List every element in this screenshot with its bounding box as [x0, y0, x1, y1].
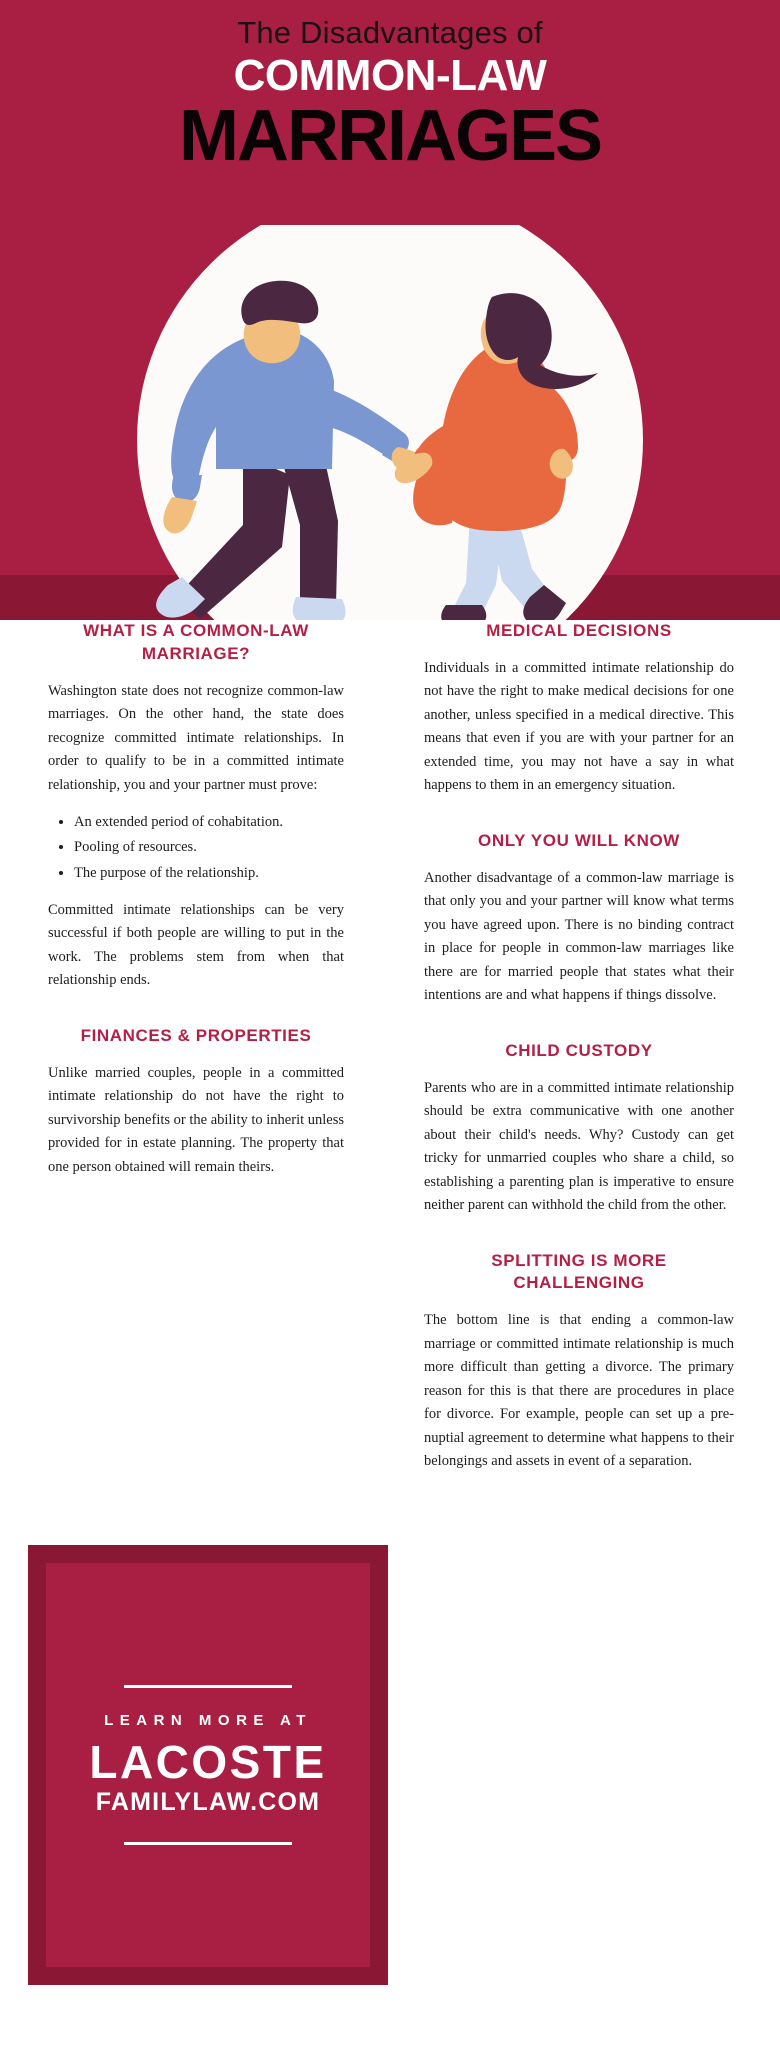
header-banner — [0, 0, 780, 620]
cta-domain-link[interactable]: FAMILYLAW.COM — [95, 1787, 321, 1816]
cta-brand-name: LACOSTE — [89, 1735, 327, 1788]
section-heading: MEDICAL DECISIONS — [486, 621, 672, 640]
section-paragraph: Parents who are in a committed intimate relationship should be extra communicative with one another about their child's needs. Why? Custody can get tricky for unmarried couples who share a child, so establishing a parenting plan is imperative to ensure neither parent can withhold the child from the other. — [424, 1079, 734, 1214]
section-paragraph: Washington state does not recognize common-law marriages. On the other hand, the state does recognize committed intimate relationships. In order to qualify to be in a committed intimate relationship, you and your partner must prove: — [48, 682, 344, 793]
cta-bottom-rule — [124, 1842, 292, 1845]
title-main-black: MARRIAGES — [178, 96, 601, 177]
section-medical-decisions — [424, 620, 734, 798]
section-paragraph-after: Committed intimate relationships can be very successful if both people are willing to put in the work. The problems stem from when that relationship ends. — [48, 901, 344, 989]
requirements-list — [48, 811, 344, 885]
section-only-you-will-know — [424, 830, 734, 1008]
page-title — [0, 15, 780, 177]
section-heading: WHAT IS A COMMON-LAW MARRIAGE? — [83, 621, 309, 663]
section-child-custody — [424, 1040, 734, 1218]
section-paragraph: Unlike married couples, people in a committed intimate relationship do not have the right to survivorship benefits or the ability to inherit unless provided for in estate planning. The property that one person obtained will remain theirs. — [48, 1064, 344, 1175]
section-paragraph: Another disadvantage of a common-law marriage is that only you and your partner will know what terms you have agreed upon. There is no binding contract in place for people in common-law marriages like there are for married people that states what their intentions are and what happens if things dissolve. — [424, 869, 734, 1004]
section-splitting-is-more-challenging — [424, 1250, 734, 1474]
section-heading: CHILD CUSTODY — [505, 1040, 653, 1060]
section-finances-and-properties — [48, 1025, 344, 1179]
couple-holding-hands-illustration — [0, 225, 780, 620]
left-column — [48, 620, 344, 1205]
list-item: • Pooling of resources. — [74, 836, 344, 859]
cta-panel — [28, 1545, 388, 1985]
section-heading: ONLY YOU WILL KNOW — [478, 830, 680, 850]
title-main-white: COMMON-LAW — [233, 51, 547, 101]
title-eyebrow: The Disadvantages of — [237, 15, 543, 50]
section-heading: FINANCES & PROPERTIES — [80, 1025, 312, 1045]
section-paragraph: Individuals in a committed intimate relationship do not have the right to make medical decisions for one another, unless specified in a medical directive. This means that even if you are with your partner for an extended time, you may not have a say in what happens to them in an emergency situation. — [424, 659, 734, 794]
cta-top-rule — [124, 1685, 292, 1688]
list-item: • The purpose of the relationship. — [74, 862, 344, 885]
cta-learn-more-label: LEARN MORE AT — [104, 1711, 312, 1729]
cta-inner-panel — [44, 1561, 372, 1969]
list-item: • An extended period of cohabitation. — [74, 811, 344, 834]
section-paragraph: The bottom line is that ending a common-law marriage or committed intimate relationship is much more difficult than getting a divorce. The primary reason for this is that there are procedures in place for divorce. For example, people can set up a pre-nuptial agreement to determine what happens to their belongings and assets in event of a separation. — [424, 1312, 734, 1470]
section-what-is-a-common-law-marriage — [48, 620, 344, 993]
right-column — [424, 620, 734, 1500]
section-heading: SPLITTING IS MORE CHALLENGING — [491, 1250, 667, 1293]
